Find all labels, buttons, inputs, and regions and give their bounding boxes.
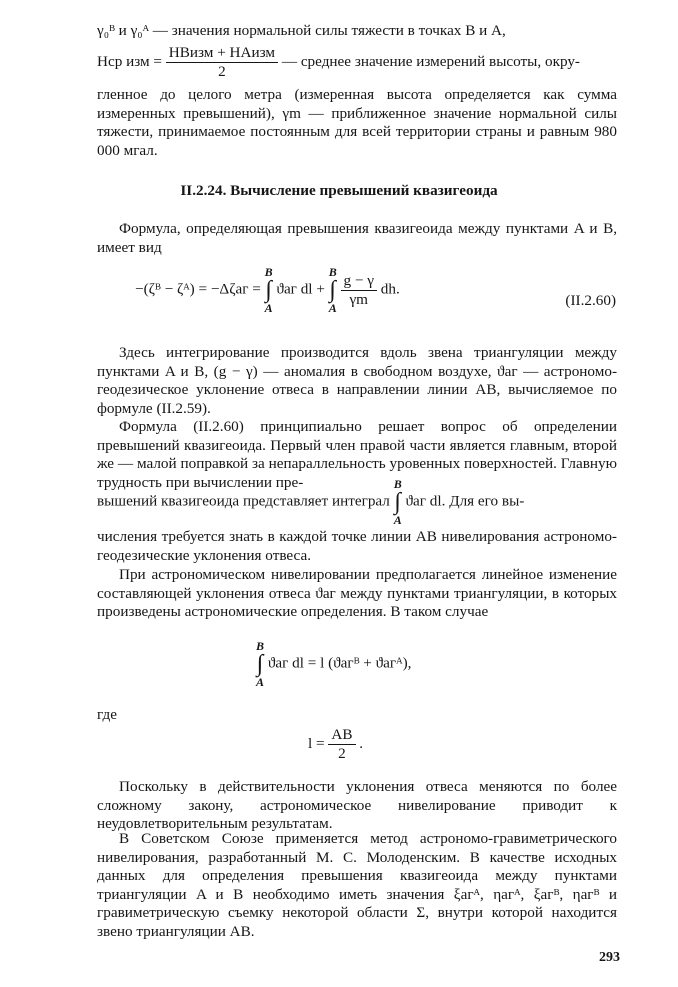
inline-integral-lower: A (393, 513, 402, 527)
section-heading: II.2.24. Вычисление превышений квазигеоида (180, 182, 498, 199)
integral-2-fraction (341, 272, 377, 309)
integral-sign: ∫ (329, 277, 336, 303)
formula-l-numerator: AB (328, 726, 355, 745)
paragraph-ussr-method: В Советском Союзе применяется метод астрономо-гравиметрического нивелирования, разработанный М. С. Молоденским. В качестве исходных данных для определения превышения квазигеоида между пунктами триангуляции A и B необходимо иметь значения ξагᴬ, ηагᴬ, ξагᴮ, ηагᴮ и гравиметрическую съемку некоторой области Σ, внутри которой находится звено триангуляции AB. (97, 830, 617, 940)
height-mean-numerator: HBизм + HAизм (166, 44, 278, 63)
paragraph-formula-discussion: Формула (II.2.60) принципиально решает вопрос об определении превышений квазигеоида. Первый член правой части является главным, второй же — малой поправкой за непараллельность уровенных поверхностей. Главную трудность при вычислении пре- (97, 418, 617, 491)
word-where: где (97, 706, 117, 723)
linear-integral-lower: A (256, 675, 265, 689)
linear-integral (256, 640, 264, 688)
definition-gamma-line: γ₀ᴮ и γ₀ᴬ — значения нормальной силы тяжести в точках B и A, (97, 22, 506, 39)
integral-1-lower: A (264, 301, 273, 315)
height-mean-symbol: Hср изм = (97, 52, 162, 70)
inline-integral-text-b: Для его вы- (449, 492, 525, 510)
formula-main-number: (II.2.60) (565, 292, 616, 309)
paragraph-formula-rest: числения требуется знать в каждой точке линии AB нивелирования астрономо-геодезические уклонения отвеса. (97, 528, 617, 564)
paragraph-since: Поскольку в действительности уклонения отвеса меняются по более сложному закону, астрономическое нивелирование приводит к неудовлетворительным результатам. (97, 778, 617, 833)
formula-l-fraction (328, 726, 355, 763)
linear-integral-body: ϑаг dl = l (ϑагᴮ + ϑагᴬ), (267, 654, 412, 672)
formula-l (308, 726, 363, 763)
height-mean-fraction (166, 44, 278, 81)
integral-1 (265, 266, 273, 314)
page-number: 293 (599, 950, 620, 965)
inline-integral-upper: B (393, 477, 402, 491)
integral-2-lower: A (328, 301, 337, 315)
formula-main-lhs: −(ζᴮ − ζᴬ) = −Δζаг = (135, 280, 261, 298)
integral-1-upper: B (264, 265, 273, 279)
inline-integral-line (97, 478, 617, 526)
integral-2 (329, 266, 337, 314)
inline-integral-body: ϑаг dl. (405, 492, 446, 510)
height-mean-denominator: 2 (218, 63, 226, 80)
formula-main (135, 266, 400, 314)
inline-integral (394, 478, 402, 526)
definition-paragraph-rest: гленное до целого метра (измеренная высота определяется как сумма измеренных превышений), γm — приближенное значение нормальной силы тяжести, принимаемое постоянным для всей территории страны и равным 980 000 мгал. (97, 86, 617, 159)
formula-l-lhs: l = (308, 734, 325, 752)
integral-2-numerator: g − γ (341, 272, 377, 291)
integral-2-tail: dh. (380, 280, 400, 298)
integral-sign: ∫ (256, 651, 264, 677)
inline-integral-text-a: вышений квазигеоида представляет интеграл (97, 492, 390, 510)
integral-sign: ∫ (265, 277, 272, 303)
linear-integral-upper: B (256, 639, 265, 653)
paragraph-here: Здесь интегрирование производится вдоль звена триангуляции между пунктами A и B, (g − γ) — аномалия в свободном воздухе, ϑаг — астрономо-геодезическое уклонение отвеса в направлении линии AB, вычисляемое по формуле (II.2.59). (97, 344, 617, 417)
formula-l-tail: . (359, 734, 364, 752)
integral-1-body: ϑаг dl + (276, 280, 325, 298)
paragraph-astronomic: При астрономическом нивелировании предполагается линейное изменение составляющей уклонения отвеса ϑаг между пунктами триангуляции, в которых произведены астрономические определения. В таком случае (97, 566, 617, 621)
intro-paragraph: Формула, определяющая превышения квазигеоида между пунктами A и B, имеет вид (97, 220, 617, 256)
integral-2-denominator: γm (349, 290, 368, 308)
integral-2-upper: B (328, 265, 337, 279)
integral-sign: ∫ (394, 489, 401, 515)
height-mean-description: — среднее значение измерений высоты, окру- (281, 52, 580, 70)
definition-height-line (97, 44, 580, 81)
formula-linear (256, 640, 411, 688)
formula-l-denominator: 2 (338, 745, 346, 762)
